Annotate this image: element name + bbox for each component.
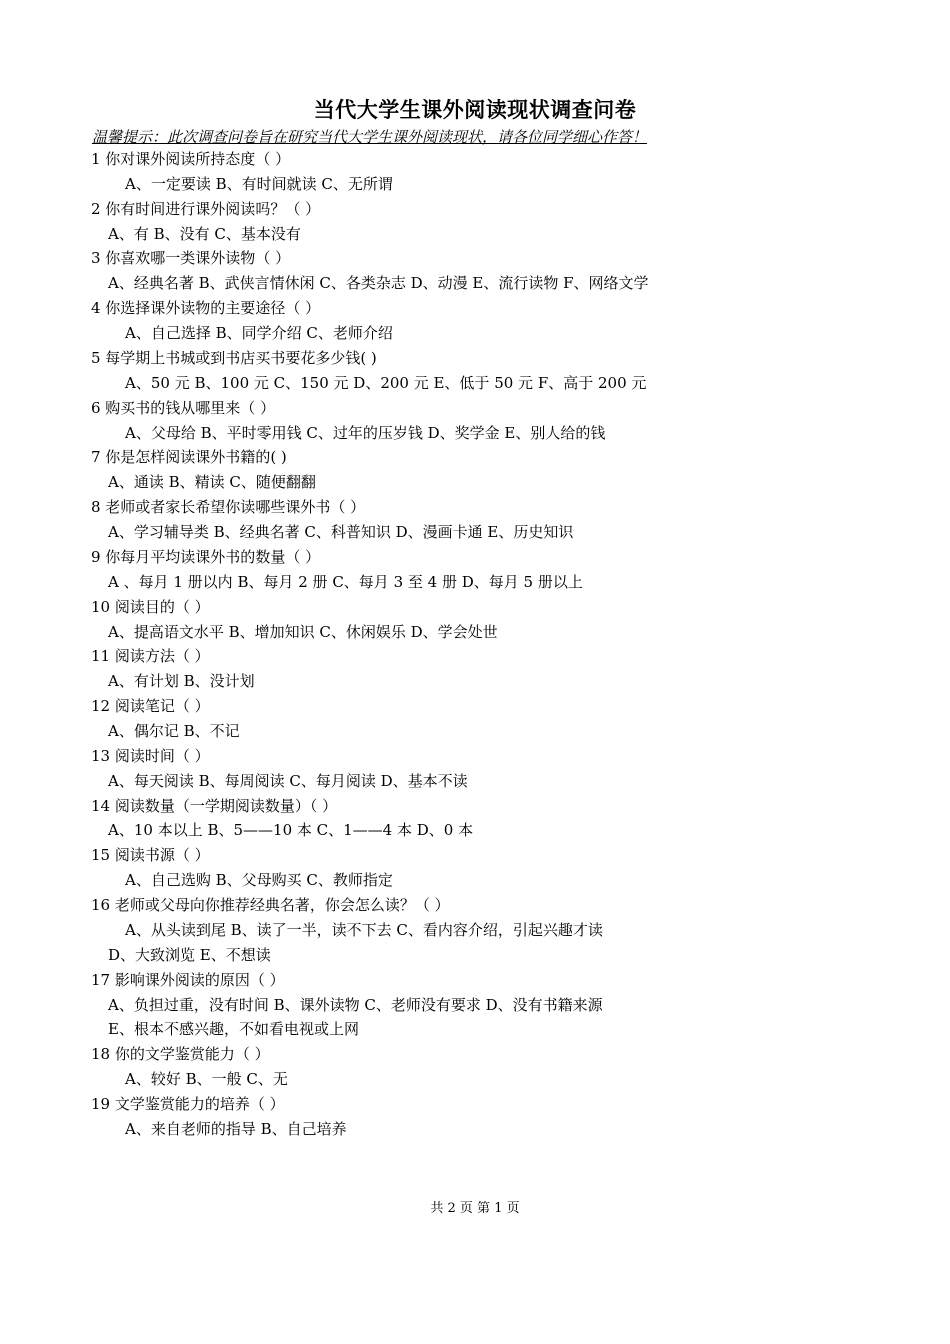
notice-text: 温馨提示：此次调查问卷旨在研究当代大学生课外阅读现状，请各位同学细心作答！ — [92, 128, 648, 146]
question-text: 13 阅读时间（ ） — [91, 746, 210, 765]
page-footer: 共 2 页 第 1 页 — [430, 1201, 520, 1216]
option-text: A、负担过重，没有时间 B、课外读物 C、老师没有要求 D、没有书籍来源 — [108, 995, 603, 1014]
option-text: A、通读 B、精读 C、随便翻翻 — [108, 473, 316, 492]
question-text: 6 购买书的钱从哪里来（ ） — [91, 398, 276, 417]
question-text: 2 你有时间进行课外阅读吗？（ ） — [91, 199, 321, 218]
question-text: 16 老师或父母向你推荐经典名著，你会怎么读？（ ） — [91, 896, 450, 915]
question-text: 17 影响课外阅读的原因（ ） — [91, 970, 285, 989]
question-text: 9 你每月平均读课外书的数量（ ） — [91, 547, 321, 566]
question-text: 14 阅读数量（一学期阅读数量）（ ） — [91, 796, 338, 815]
question-text: 3 你喜欢哪一类课外读物（ ） — [91, 249, 291, 268]
option-text: E、根本不感兴趣，不如看电视或上网 — [108, 1020, 359, 1039]
page-title: 当代大学生课外阅读现状调查问卷 — [313, 97, 637, 122]
question-text: 1 你对课外阅读所持态度（ ） — [91, 150, 291, 168]
question-text: 10 阅读目的（ ） — [91, 597, 210, 616]
question-text: 12 阅读笔记（ ） — [91, 697, 210, 716]
option-text: A、自己选购 B、父母购买 C、教师指定 — [125, 871, 393, 890]
option-text: A、偶尔记 B、不记 — [108, 722, 240, 740]
option-text: A、父母给 B、平时零用钱 C、过年的压岁钱 D、奖学金 E、别人给的钱 — [125, 423, 606, 442]
option-text: A、50 元 B、100 元 C、150 元 D、200 元 E、低于 50 元 F、高于 200 元 — [125, 373, 647, 392]
option-text: A 、每月 1 册以内 B、每月 2 册 C、每月 3 至 4 册 D、每月 5 册以上 — [108, 572, 583, 591]
option-text: A、有 B、没有 C、基本没有 — [108, 224, 301, 243]
option-text: A、提高语文水平 B、增加知识 C、休闲娱乐 D、学会处世 — [108, 622, 498, 641]
option-text: A、有计划 B、没计划 — [108, 672, 255, 691]
option-text: A、较好 B、一般 C、无 — [125, 1070, 288, 1089]
question-text: 18 你的文学鉴赏能力（ ） — [91, 1045, 270, 1064]
option-text: A、来自老师的指导 B、自己培养 — [125, 1119, 347, 1138]
option-text: A、每天阅读 B、每周阅读 C、每月阅读 D、基本不读 — [108, 771, 468, 790]
question-text: 7 你是怎样阅读课外书籍的( ) — [91, 448, 287, 467]
question-text: 19 文学鉴赏能力的培养（ ） — [91, 1095, 285, 1114]
option-text: D、大致浏览 E、不想读 — [108, 945, 271, 964]
question-text: 4 你选择课外读物的主要途径（ ） — [91, 299, 321, 318]
question-text: 15 阅读书源（ ） — [91, 846, 210, 865]
question-text: 8 老师或者家长希望你读哪些课外书（ ） — [91, 498, 366, 517]
question-text: 5 每学期上书城或到书店买书要花多少钱( ) — [91, 348, 377, 367]
option-text: A、学习辅导类 B、经典名著 C、科普知识 D、漫画卡通 E、历史知识 — [108, 523, 574, 542]
option-text: A、一定要读 B、有时间就读 C、无所谓 — [125, 174, 393, 193]
option-text: A、从头读到尾 B、读了一半，读不下去 C、看内容介绍，引起兴趣才读 — [125, 920, 603, 939]
question-text: 11 阅读方法（ ） — [91, 647, 210, 666]
option-text: A、经典名著 B、武侠言情休闲 C、各类杂志 D、动漫 E、流行读物 F、网络文学 — [108, 274, 649, 293]
option-text: A、10 本以上 B、5——10 本 C、1——4 本 D、0 本 — [108, 821, 474, 840]
option-text: A、自己选择 B、同学介绍 C、老师介绍 — [125, 324, 393, 343]
